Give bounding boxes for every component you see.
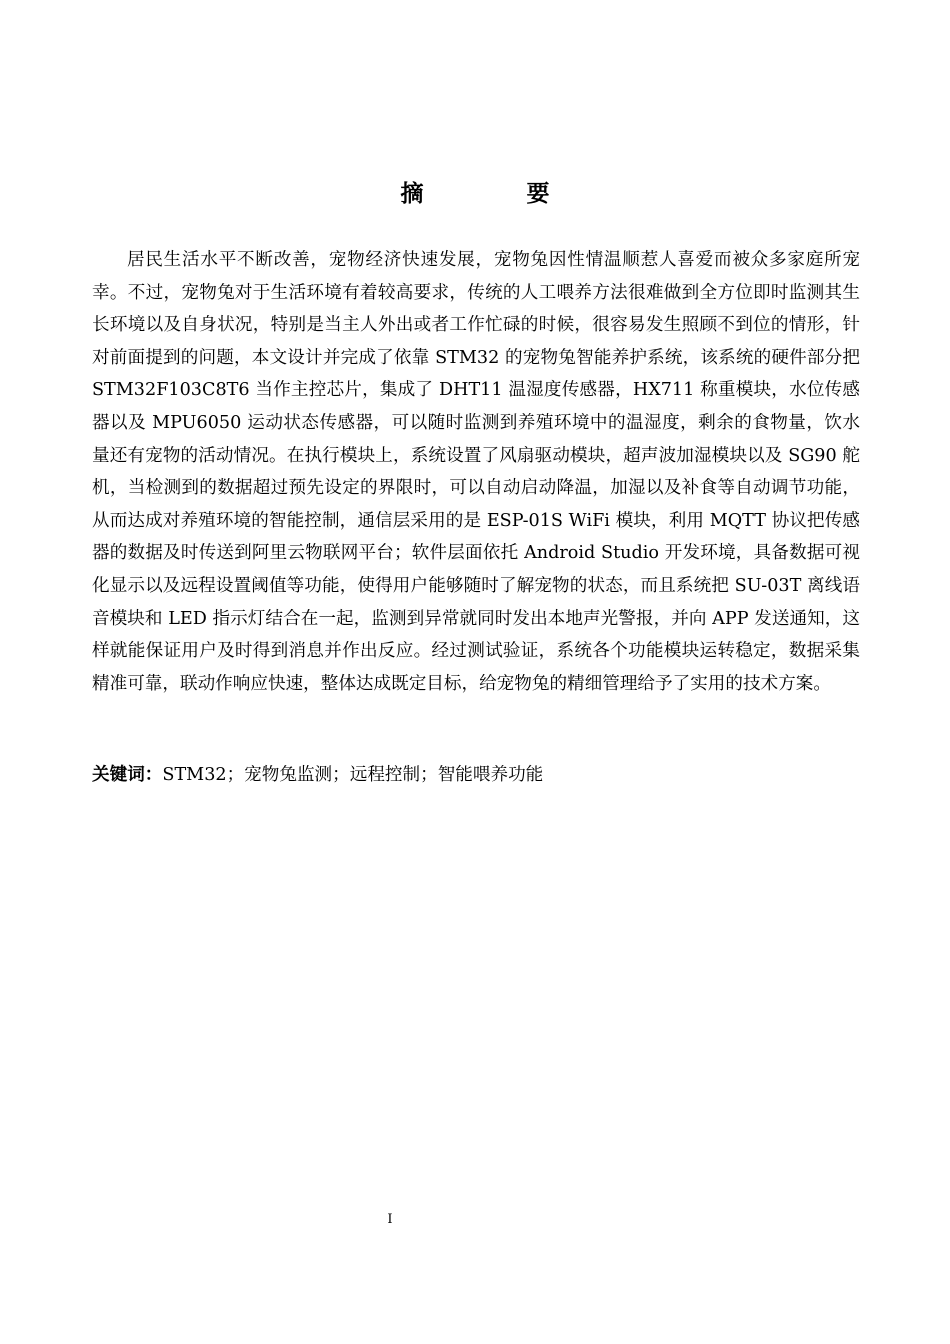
abstract-body: 居民生活水平不断改善，宠物经济快速发展，宠物兔因性情温顺惹人喜爱而被众多家庭所宠幸。不过，宠物兔对于生活环境有着较高要求，传统的人工喂养方法很难做到全方位即时监测其生长环境以及自身状况，特别是当主人外出或者工作忙碌的时候，很容易发生照顾不到位的情形，针对前面提到的问题，本文设计并完成了依靠 STM32 的宠物兔智能养护系统，该系统的硬件部分把 STM32F103C8T6 当作主控芯片，集成了 DHT11 温湿度传感器，HX711 称重模块，水位传感器以及 MPU6050 运动状态传感器，可以随时监测到养殖环境中的温湿度，剩余的食物量，饮水量还有宠物的活动情况。在执行模块上，系统设置了风扇驱动模块，超声波加湿模块以及 SG90 舵机，当检测到的数据超过预先设定的界限时，可以自动启动降温，加湿以及补食等自动调节功能，从而达成对养殖环境的智能控制，通信层采用的是 ESP-01S WiFi 模块，利用 MQTT 协议把传感器的数据及时传送到阿里云物联网平台；软件层面依托 Android Studio 开发环境，具备数据可视化显示以及远程设置阈值等功能，使得用户能够随时了解宠物的状态，而且系统把 SU-03T 离线语音模块和 LED 指示灯结合在一起，监测到异常就同时发出本地声光警报，并向 APP 发送通知，这样就能保证用户及时得到消息并作出反应。经过测试验证，系统各个功能模块运转稳定，数据采集精准可靠，联动作响应快速，整体达成既定目标，给宠物兔的精细管理给予了实用的技术方案。 [92, 250, 860, 694]
page-number: I [387, 1212, 393, 1227]
abstract-title: 摘 要 [400, 181, 590, 207]
keywords-label: 关键词： [92, 765, 163, 785]
keywords-text: STM32；宠物兔监测；远程控制；智能喂养功能 [162, 765, 544, 785]
keywords-line [92, 761, 860, 789]
